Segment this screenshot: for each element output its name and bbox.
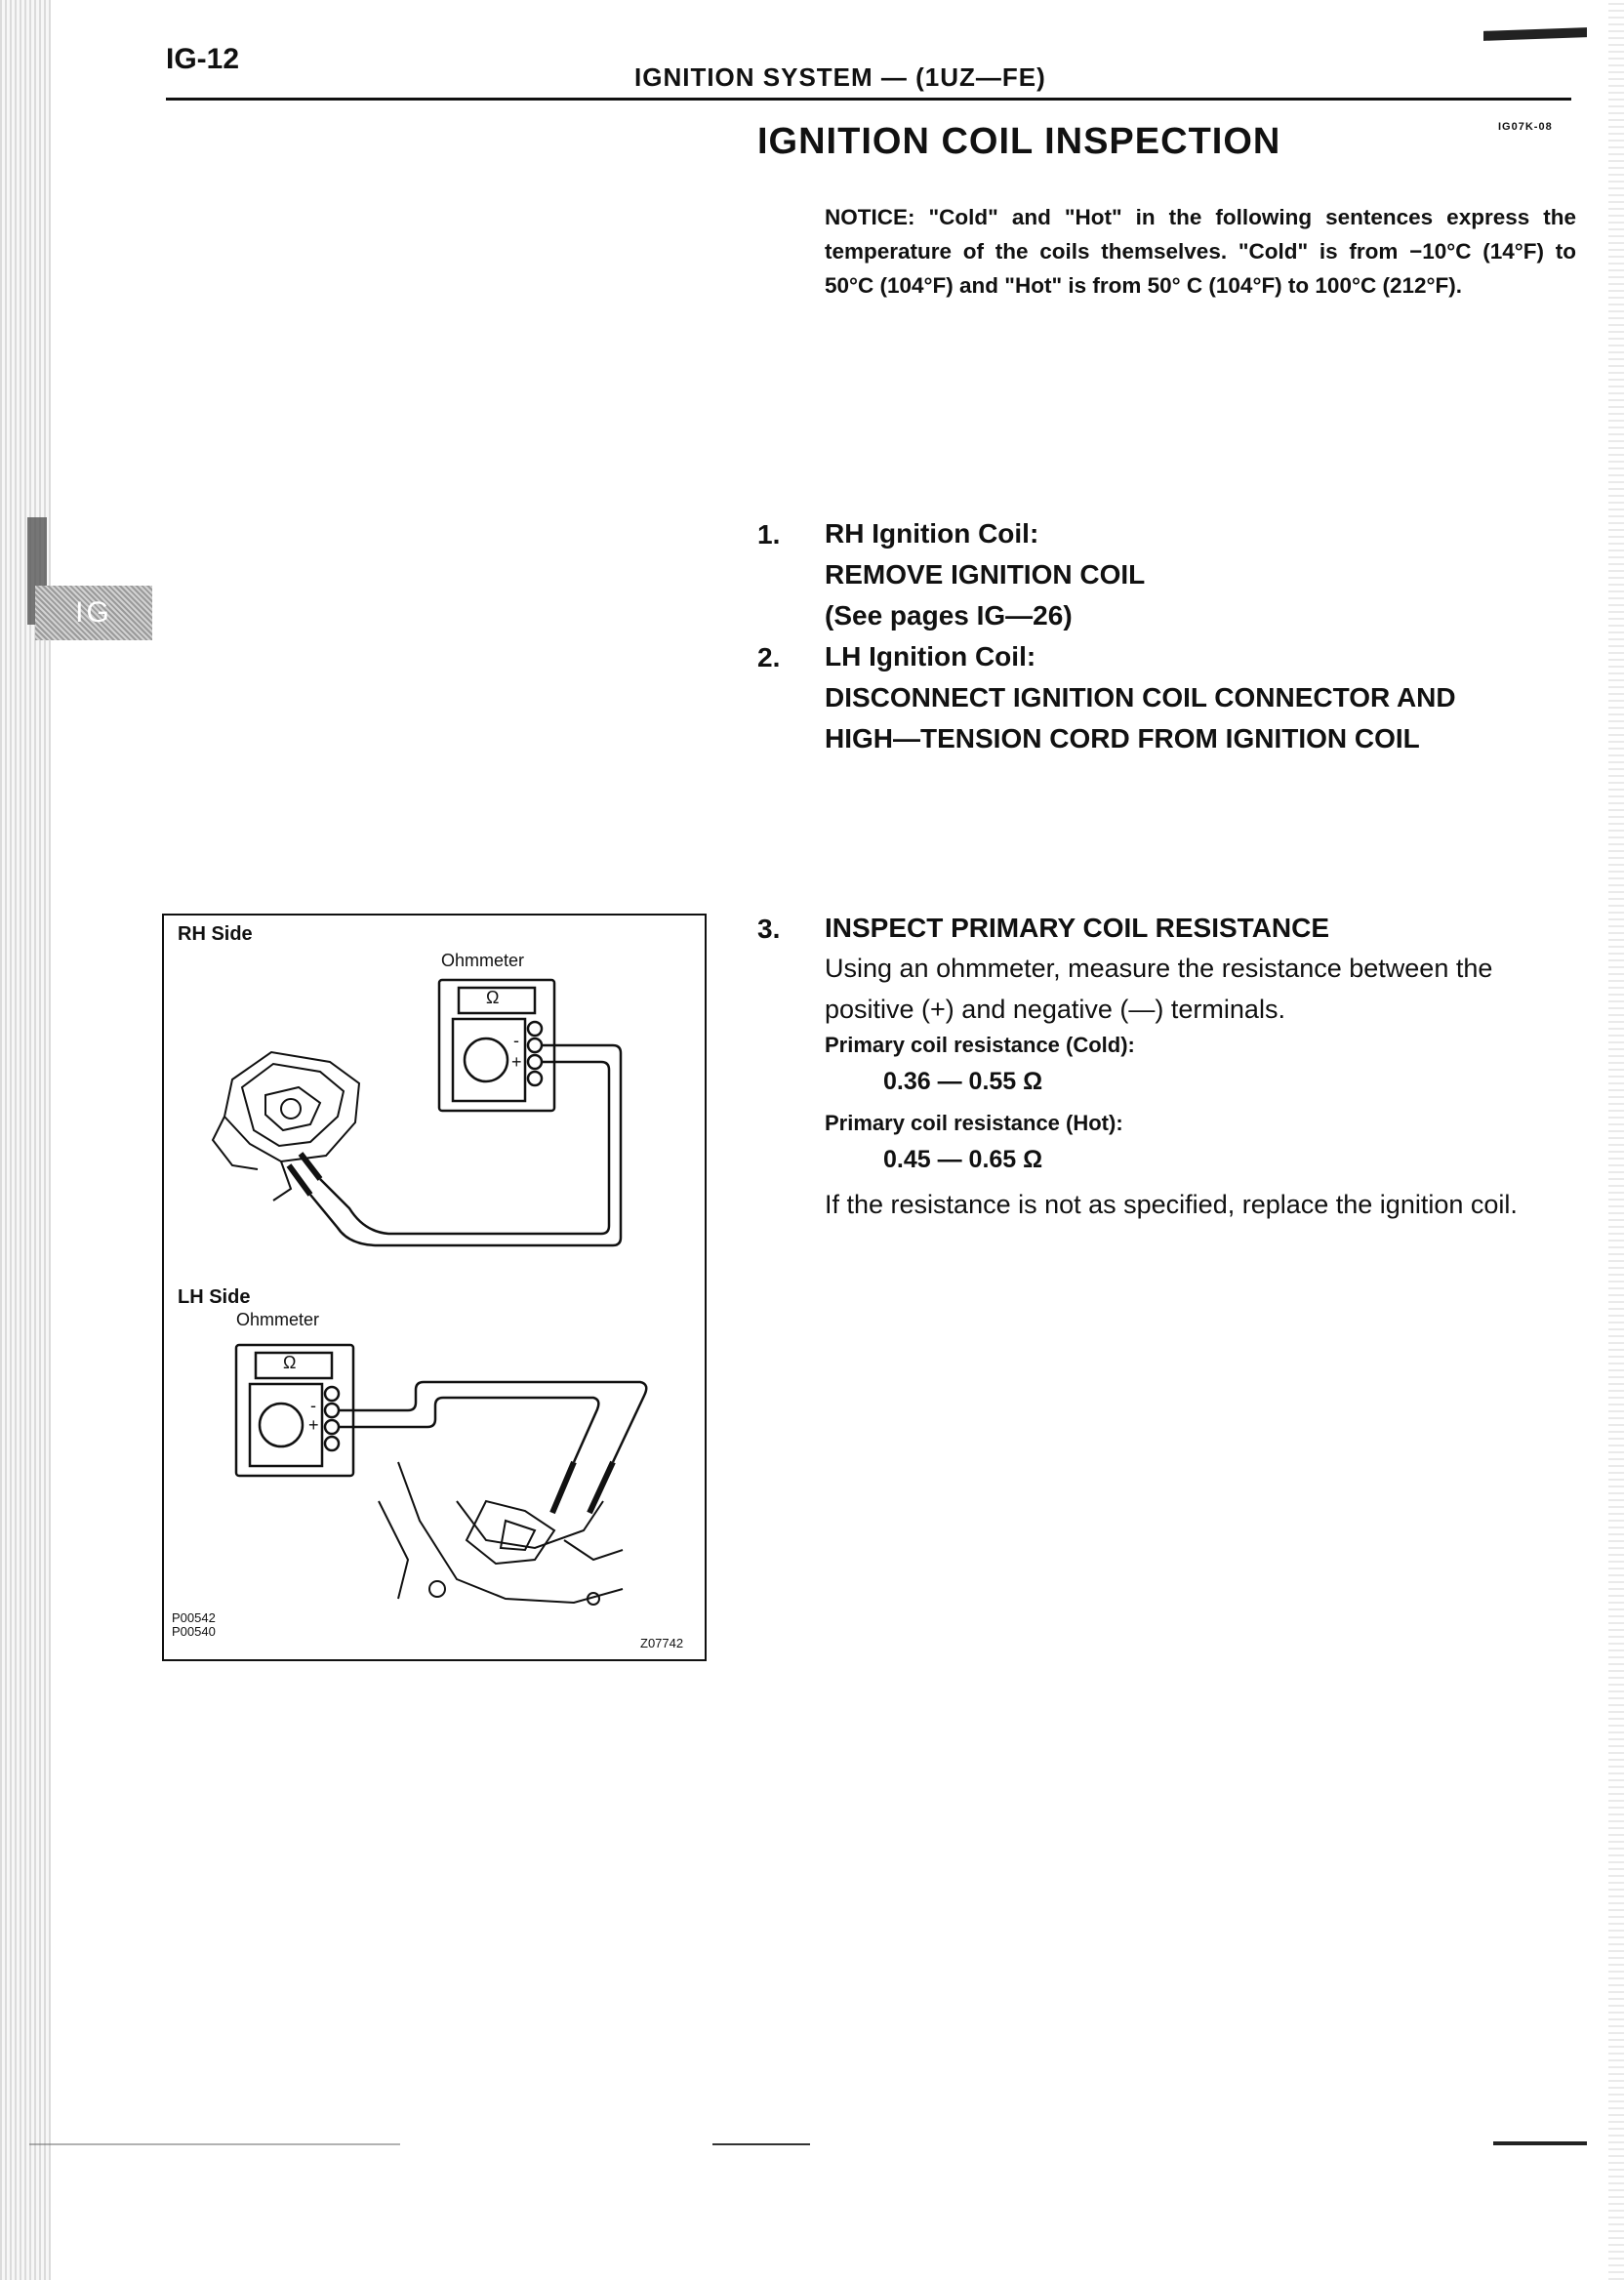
step-1-text: [825, 513, 1586, 636]
lh-minus-sign: -: [310, 1396, 316, 1415]
rh-side-label: RH Side: [178, 923, 253, 945]
scan-right-edge: [1608, 0, 1624, 2280]
section-tab: IG: [35, 586, 152, 640]
section-title: IGNITION COIL INSPECTION: [757, 121, 1281, 162]
bottom-rule-left: [29, 2143, 400, 2145]
step-3-number: 3.: [757, 914, 781, 944]
step-1-number: 1.: [757, 519, 781, 550]
rh-plus-sign: +: [511, 1052, 522, 1072]
step-3-footer: If the resistance is not as specified, replace the ignition coil.: [825, 1190, 1518, 1219]
rh-omega-symbol: Ω: [486, 988, 500, 1007]
lh-side-label: LH Side: [178, 1286, 251, 1308]
rh-ignition-coil: [213, 1052, 359, 1201]
step-2-line-3: HIGH—TENSION CORD FROM IGNITION COIL: [825, 723, 1420, 753]
lh-omega-symbol: Ω: [283, 1353, 297, 1372]
figure-id: Z07742: [640, 1636, 684, 1650]
spec-cold-label: Primary coil resistance (Cold):: [825, 1033, 1135, 1057]
figure-code-1: P00542: [172, 1610, 216, 1625]
figure-code-2: P00540: [172, 1624, 216, 1639]
spec-hot-label: Primary coil resistance (Hot):: [825, 1111, 1123, 1135]
step-3-title: INSPECT PRIMARY COIL RESISTANCE: [825, 913, 1330, 943]
bottom-rule-right: [1493, 2141, 1587, 2145]
step-2-line-2: DISCONNECT IGNITION COIL CONNECTOR AND: [825, 682, 1456, 712]
rh-test-leads: [289, 1045, 621, 1245]
step-2-text: [825, 636, 1586, 759]
notice-text: NOTICE: "Cold" and "Hot" in the following sentences express the temperature of the coils themselves. "Cold" is from −10°C (14°F) to 50°C (104°F) and "Hot" is from 50° C (104°F) to 100°C (212°F).: [825, 205, 1576, 298]
spec-hot-value: 0.45 — 0.65 Ω: [883, 1146, 1043, 1173]
rh-minus-sign: -: [513, 1031, 519, 1050]
step-1-line-2: REMOVE IGNITION COIL: [825, 559, 1146, 590]
page-number: IG-12: [166, 43, 240, 75]
lh-ignition-coil: [379, 1462, 623, 1605]
step-2-line-1: LH Ignition Coil:: [825, 641, 1036, 672]
scan-left-edge: [0, 0, 51, 2280]
step-3-body: Using an ohmmeter, measure the resistance between the positive (+) and negative (—) terminals.: [825, 954, 1493, 1024]
spec-cold-value: 0.36 — 0.55 Ω: [883, 1068, 1043, 1095]
step-2-number: 2.: [757, 642, 781, 672]
bottom-rule-mid: [712, 2143, 810, 2145]
lh-test-leads: [339, 1382, 646, 1513]
step-1-line-3: (See pages IG—26): [825, 600, 1073, 631]
header-mark: [1483, 27, 1587, 41]
ohmmeter-figure: [162, 914, 707, 1661]
section-code: IG07K-08: [1498, 121, 1553, 133]
step-1-line-1: RH Ignition Coil:: [825, 518, 1039, 549]
header-rule: [166, 98, 1571, 101]
lh-ohmmeter-label: Ohmmeter: [236, 1310, 320, 1329]
header-title: IGNITION SYSTEM — (1UZ—FE): [634, 62, 1046, 92]
rh-ohmmeter-label: Ohmmeter: [441, 951, 525, 970]
lh-plus-sign: +: [308, 1415, 319, 1435]
